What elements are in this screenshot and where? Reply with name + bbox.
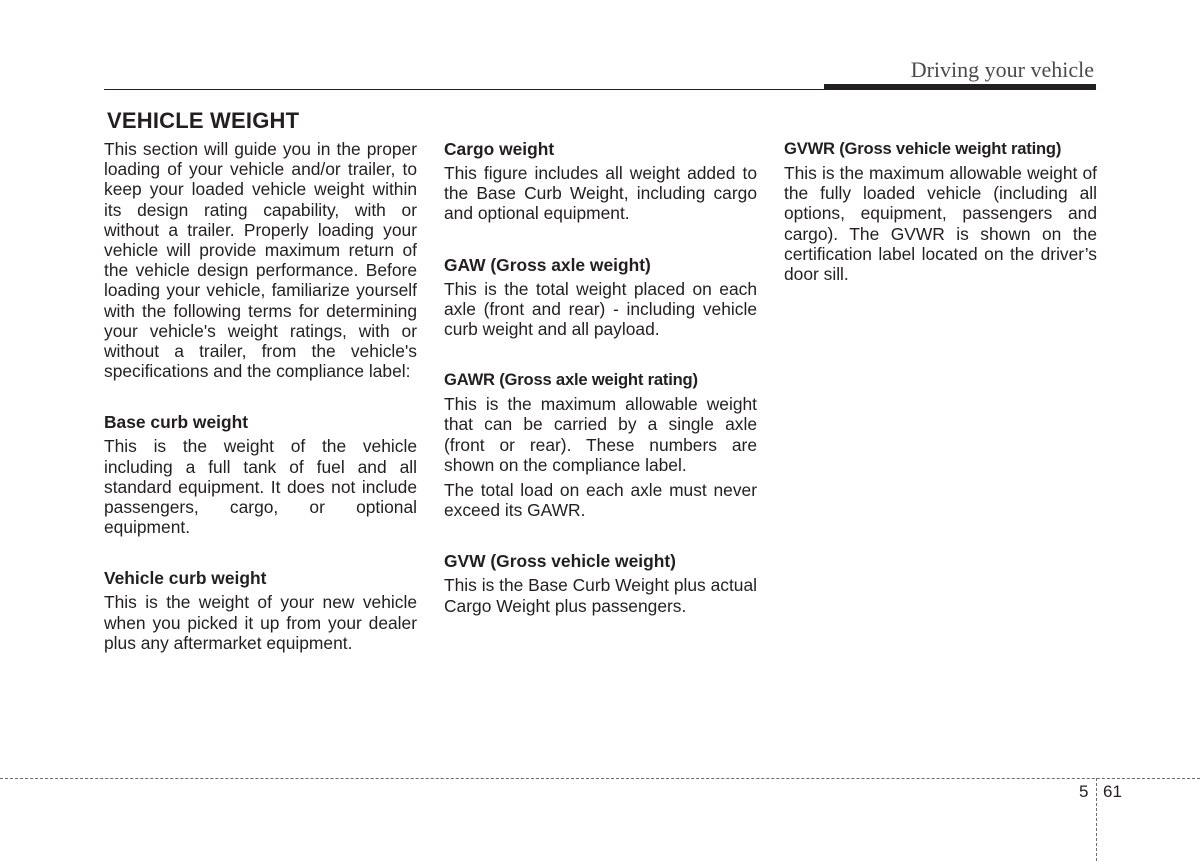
section-title: VEHICLE WEIGHT xyxy=(107,108,300,133)
column-1 xyxy=(104,139,417,658)
chapter-number: 5 xyxy=(1079,782,1089,801)
running-head: Driving your vehicle xyxy=(910,57,1094,82)
header-rule-accent xyxy=(824,84,1096,90)
base-curb-weight-heading: Base curb weight xyxy=(104,412,248,433)
page-number: 61 xyxy=(1103,782,1122,801)
cargo-weight-text: This figure includes all weight added to the Base Curb Weight, including cargo and optional equipment. xyxy=(444,163,757,224)
spacer xyxy=(444,229,757,255)
spacer xyxy=(444,344,757,370)
gawr-note: The total load on each axle must never exceed its GAWR. xyxy=(444,480,757,521)
gawr-text: This is the maximum allowable weight that can be carried by a single axle (front or rear). These numbers are shown on the compliance label. xyxy=(444,394,757,475)
spacer xyxy=(104,386,417,412)
gvwr-text: This is the maximum allowable weight of the fully loaded vehicle (including all options, equipment, passengers and cargo). The GVWR is shown on the certification label located on the driver’s door sill. xyxy=(784,163,1097,285)
column-3 xyxy=(784,139,1097,289)
vehicle-curb-weight-heading: Vehicle curb weight xyxy=(104,568,267,589)
cargo-weight-heading: Cargo weight xyxy=(444,139,555,159)
footer-divider xyxy=(1096,778,1097,861)
gvw-heading: GVW (Gross vehicle weight) xyxy=(444,551,676,572)
intro-paragraph: This section will guide you in the proper loading of your vehicle and/or trailer, to keep your loaded vehicle weight within its design rating capability, with or without a trailer. Properly loading your vehicle will provide maximum return of the vehicle design performance. Before loading your vehicle, familiarize yourself with the following terms for determining your vehicle's weight ratings, with or without a trailer, from the vehicle's specifications and the compliance label: xyxy=(104,139,417,382)
gvwr-heading: GVWR (Gross vehicle weight rating) xyxy=(784,139,1062,158)
vehicle-curb-weight-text: This is the weight of your new vehicle when you picked it up from your dealer plus any aftermarket equipment. xyxy=(104,592,417,653)
spacer xyxy=(444,525,757,551)
gvw-text: This is the Base Curb Weight plus actual Cargo Weight plus passengers. xyxy=(444,575,757,616)
column-2 xyxy=(444,139,757,621)
base-curb-weight-text: This is the weight of the vehicle including a full tank of fuel and all standard equipment. It does not include passengers, cargo, or optional equipment. xyxy=(104,436,417,538)
gawr-heading: GAWR (Gross axle weight rating) xyxy=(444,370,698,390)
gaw-heading: GAW (Gross axle weight) xyxy=(444,254,651,275)
footer-rule xyxy=(0,778,1200,779)
spacer xyxy=(104,542,417,568)
gaw-text: This is the total weight placed on each axle (front and rear) - including vehicle curb weight and all payload. xyxy=(444,278,757,340)
